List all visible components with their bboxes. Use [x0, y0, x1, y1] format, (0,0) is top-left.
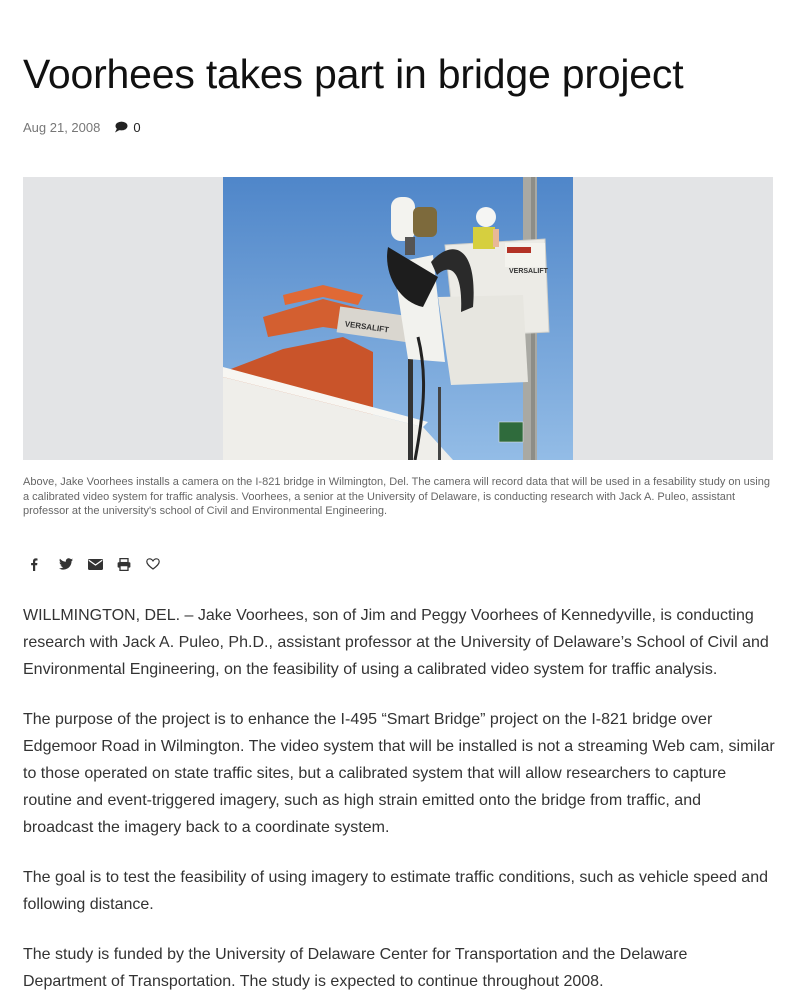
- heart-icon: [146, 558, 160, 570]
- comment-icon: [114, 121, 128, 133]
- share-bar: [30, 555, 175, 573]
- article-title: Voorhees takes part in bridge project: [23, 51, 684, 97]
- comment-count-link[interactable]: [114, 120, 140, 135]
- article-body: [23, 602, 775, 1007]
- photo-frame: [23, 177, 773, 460]
- photo-illustration: [223, 177, 573, 460]
- twitter-share-button[interactable]: [59, 555, 88, 573]
- email-share-button[interactable]: [88, 555, 117, 573]
- publish-date: Aug 21, 2008: [23, 119, 101, 135]
- facebook-share-button[interactable]: [30, 555, 59, 573]
- body-paragraph: WILLMINGTON, DEL. – Jake Voorhees, son of Jim and Peggy Voorhees of Kennedyville, is conducting research with Jack A. Puleo, Ph.D., assistant professor at the University of Delaware’s School of Civil and Environmental Engineering, on the feasibility of using a calibrated video system for traffic analysis.: [23, 607, 769, 678]
- body-paragraph: The purpose of the project is to enhance the I-495 “Smart Bridge” project on the I-821 bridge over Edgemoor Road in Wilmington. The video system that will be installed is not a streaming Web cam, similar to those operated on state traffic sites, but a calibrated system that will allow researchers to capture routine and event-triggered imagery, such as high strain emitted onto the bridge from traffic, and broadcast the imagery back to a coordinate system.: [23, 711, 775, 836]
- facebook-icon: [30, 558, 38, 571]
- print-icon: [117, 558, 131, 571]
- email-icon: [88, 559, 103, 570]
- favorite-button[interactable]: [146, 555, 175, 573]
- bucket-brand-text: VERSALIFT: [509, 268, 548, 275]
- twitter-icon: [59, 558, 73, 570]
- print-button[interactable]: [117, 555, 146, 573]
- article-photo[interactable]: [223, 177, 573, 460]
- photo-caption: Above, Jake Voorhees installs a camera on the I-821 bridge in Wilmington, Del. The camera will record data that will be used in a fesability study on using a calibrated video system for traffic analysis. Voorhees, a senior at the University of Delaware, is conducting research with Jack A. Puleo, assistant professor at the university's school of Civil and Environmental Engineering.: [23, 476, 770, 517]
- body-paragraph: The study is funded by the University of Delaware Center for Transportation and the Delaware Department of Transportation. The study is expected to continue throughout 2008.: [23, 946, 688, 990]
- body-paragraph: The goal is to test the feasibility of using imagery to estimate traffic conditions, such as vehicle speed and following distance.: [23, 869, 768, 913]
- comment-count: 0: [133, 119, 141, 135]
- boom-brand-text: VERSALIFT: [344, 319, 390, 335]
- article-meta: [23, 119, 141, 135]
